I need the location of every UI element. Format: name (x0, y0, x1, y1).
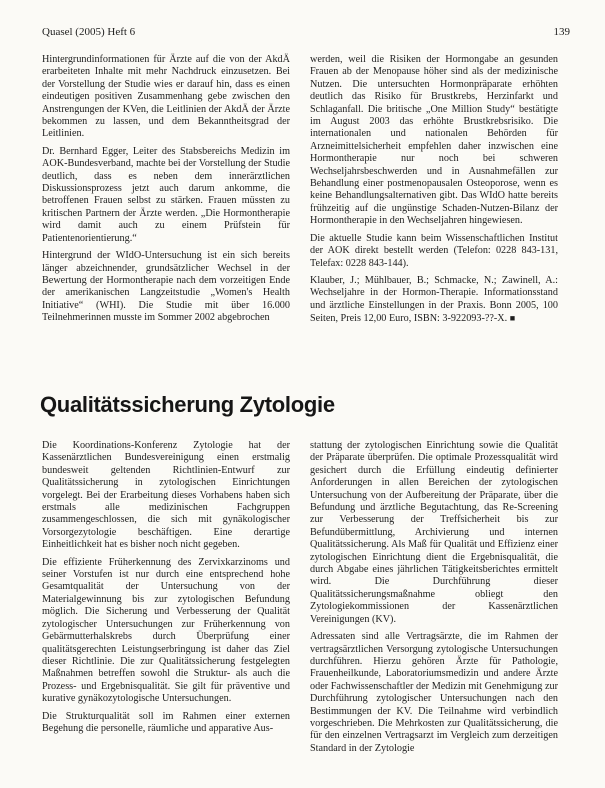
paragraph: Hintergrundinformationen für Ärzte auf die von der AkdÄ erarbeiteten Inhalte mit mehr Nachdruck einzusetzen. Bei der Vorstellung der Studie wies er darauf hin, dass es einen eindeutigen positiven Zusammenhang gebe zwischen den Anstrengungen der KVen, die Leitlinien der AkdÄ der Ärzte bekommen zu lassen, und dem Bekanntheitsgrad der Leitlinien. (42, 54, 290, 140)
paragraph: Die aktuelle Studie kann beim Wissenschaftlichen Institut der AOK direkt bestellt werden (Telefon: 0228 843-131, Telefax: 0228 843-144). (310, 232, 558, 269)
reference-paragraph (310, 275, 558, 326)
top-left-column (42, 54, 290, 330)
paragraph: Die Strukturqualität soll im Rahmen einer externen Begehung die personelle, räumliche und apparative Aus- (42, 710, 290, 734)
top-right-column (310, 54, 558, 331)
reference-text: Klauber, J.; Mühlbauer, B.; Schmacke, N.; Zawinell, A.: Wechseljahre in der Hormon-Therapie. Informationsstand und ärztliche Einstellungen in der Praxis. Bonn 2005, 100 Seiten, Preis 12,00 Euro, ISBN: 3-922093-??-X. (310, 274, 558, 325)
page-number: 139 (553, 26, 570, 38)
page-header (42, 26, 570, 42)
paragraph: Die effiziente Früherkennung des Zervixkarzinoms und seiner Vorstufen ist nur durch eine entsprechend hohe Gesamtqualität der Untersuchung von der Materialgewinnung bis zur zytologischen Befundung möglich. Die Sicherung und Verbesserung der Qualität zytologischer Untersuchungen zur Früherkennung von Gebärmutterhalskrebs durch Überprüfung einer qualitätsgerechten Leistungserbringung ist daher das Ziel dieser Richtlinie. Die zur Qualitätssicherung festgelegten Maßnahmen betreffen sowohl die Struktur- als auch die Prozess- und Ergebnisqualität. Sie gilt für präventive und kurative gynäkozytologische Untersuchungen. (42, 556, 290, 705)
paragraph: Dr. Bernhard Egger, Leiter des Stabsbereichs Medizin im AOK-Bundesverband, machte bei der Vorstellung der Studie deutlich, dass es neben dem innerärztlichen Diskussionsprozess jetzt auch darum ankomme, die betroffenen Frauen selbst zu stärken. Frauen müssten zu kritischen Partnern der Ärzte werden. „Die Hormontherapie wird damit auch zu einem Prüfstein für Patientenorientierung.“ (42, 145, 290, 244)
paragraph: werden, weil die Risiken der Hormongabe an gesunden Frauen ab der Menopause höher sind als der medizinische Nutzen. Die untersuchten Hormonpräparate erhöhten deutlich das Risiko für Brustkrebs, Herzinfarkt und Schlaganfall. Die britische „One Million Study“ bestätigte im August 2003 das erhöhte Brustkrebsrisiko. Die internationalen und nationalen Behörden für Arzneimittelsicherheit empfehlen daher inzwischen eine Hormontherapie nur noch bei schweren Wechseljahrsbeschwerden und in Ausnahmefällen zur Behandlung einer postmenopausalen Osteoporose, wenn es keine Behandlungsalternativen gibt. Das WIdO hatte bereits frühzeitig auf die ungünstige Schaden-Nutzen-Bilanz der Hormontherapie in den Wechseljahren hingewiesen. (310, 54, 558, 227)
paragraph: stattung der zytologischen Einrichtung sowie die Qualität der Präparate überprüfen. Die optimale Prozessqualität wird gesichert durch die Erfüllung eindeutig definierter Anforderungen in allen Bereichen der zytologischen Untersuchung von der Aufbereitung der Präparate, über die Befundung und ärztliche Begutachtung, das Re-Screening zur Verbesserung der Treffsicherheit bis zur Befundübermittlung, Archivierung und internen Qualitätssicherung. Als Maß für Qualität und Effizienz einer zytologischen Einrichtung dient die Ergebnisqualität, die durch Abgabe eines jährlichen Tätigkeitsberichtes ermittelt wird. Die Durchführung dieser Qualitätssicherungsmaßnahme obliegt den Zytologiekommissionen der Kassenärztlichen Vereinigungen (KV). (310, 440, 558, 625)
paragraph: Adressaten sind alle Vertragsärzte, die im Rahmen der vertragsärztlichen Versorgung zytologische Untersuchungen durchführen. Hierzu gehören Ärzte für Pathologie, Frauenheilkunde, Laboratoriumsmedizin und andere Ärzte oder Fachwissenschaftler der Medizin mit Genehmigung zur Durchführung zytologischer Untersuchungen nach den Bestimmungen der KV. Die Teilnahme wird verbindlich vorgeschrieben. Die Mehrkosten zur Qualitätssicherung, die für den einzelnen Vertragsarzt im Vergleich zum derzeitigen Standard in der Zytologie (310, 631, 558, 754)
end-mark-icon: ■ (509, 313, 516, 324)
paragraph: Hintergrund der WIdO-Untersuchung ist ein sich bereits länger abzeichnender, grundsätzlicher Wechsel in der Bewertung der Hormontherapie nach dem vorzeitigen Ende der amerikanischen Langzeitstudie „Women's Health Initiative“ (WHI). Die Studie mit über 16.000 Teilnehmerinnen musste im Sommer 2002 abgebrochen (42, 250, 290, 324)
journal-reference: Quasel (2005) Heft 6 (42, 26, 136, 38)
section-title: Qualitätssicherung Zytologie (40, 392, 335, 417)
bottom-left-column (42, 440, 290, 740)
bottom-right-column (310, 440, 558, 760)
paragraph: Die Koordinations-Konferenz Zytologie hat der Kassenärztlichen Bundesvereinigung einen erstmalig bundesweit geltenden Richtlinien-Entwurf zur Qualitätssicherung in zytologischen Einrichtungen vorgelegt. Bei der Erarbeitung dieses Vorhabens haben sich erstmals alle medizinischen Fachgruppen zusammengeschlossen, die sich mit gynäkologischer Vorsorgezytologie beschäftigen. Eine derartige Einheitlichkeit hat es bisher noch nicht gegeben. (42, 440, 290, 551)
